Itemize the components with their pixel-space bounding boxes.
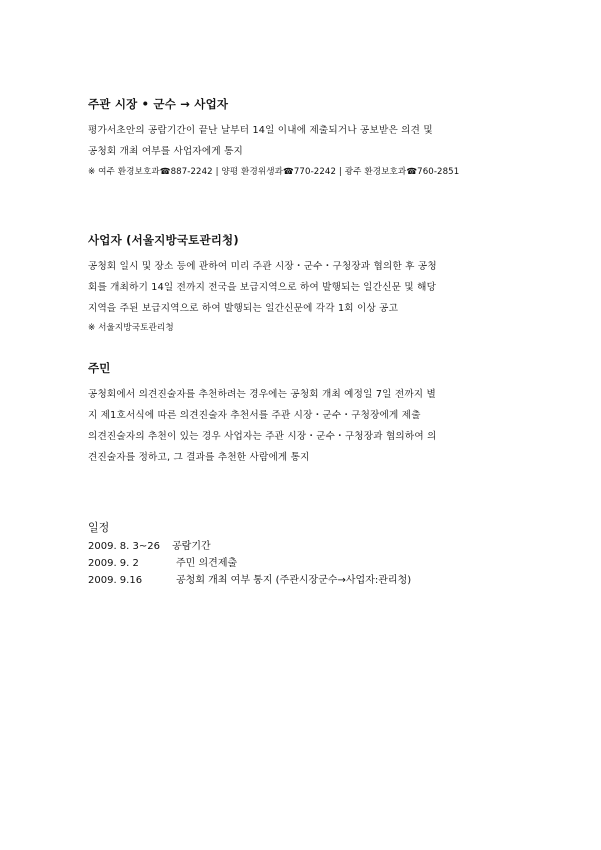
schedule-date: 2009. 9. 2	[88, 558, 139, 569]
schedule	[88, 520, 520, 589]
section-body	[88, 384, 520, 468]
schedule-row	[88, 572, 520, 589]
schedule-date: 2009. 8. 3~26	[88, 541, 160, 552]
body-line: 공청회 개최 여부를 사업자에게 통지	[88, 146, 244, 157]
section-developer	[88, 232, 520, 336]
body-line: 공청회에서 의견진술자를 추천하려는 경우에는 공청회 개최 예정일 7일 전까지 별	[88, 389, 436, 400]
section-title: 주민	[88, 361, 111, 375]
body-line: 지역을 주된 보급지역으로 하여 발행되는 일간신문에 각각 1회 이상 공고	[88, 303, 399, 314]
schedule-text: 공람기간	[172, 541, 211, 552]
schedule-row	[88, 538, 520, 555]
contact-note: ※ 서울지방국토관리청	[88, 323, 174, 333]
section-title: 사업자 (서울지방국토관리청)	[88, 233, 239, 247]
section-title: 주관 시장 • 군수 → 사업자	[88, 97, 229, 111]
section-city-to-developer	[88, 96, 520, 180]
section-body	[88, 256, 520, 319]
schedule-row	[88, 555, 520, 572]
body-line: 견진술자를 정하고, 그 결과를 추천한 사람에게 통지	[88, 452, 310, 463]
body-line: 회를 개최하기 14일 전까지 전국을 보급지역으로 하여 발행되는 일간신문 및 해당	[88, 282, 437, 293]
body-line: 지 제1호서식에 따른 의견진술자 추천서를 주관 시장・군수・구청장에게 제출	[88, 410, 421, 421]
body-line: 의견진술자의 추천이 있는 경우 사업자는 주관 시장・군수・구청장과 협의하여 의	[88, 431, 437, 442]
contact-note: ※ 여주 환경보호과☎887-2242 | 양평 환경위생과☎770-2242 | 광주 환경보호과☎760-2851	[88, 167, 460, 177]
body-line: 공청회 일시 및 장소 등에 관하여 미리 주관 시장・군수・구청장과 협의한 후 공청	[88, 261, 437, 272]
schedule-text: 주민 의견제출	[176, 558, 238, 569]
schedule-text: 공청회 개최 여부 통지 (주관시장군수→사업자:관리청)	[176, 575, 412, 586]
schedule-date: 2009. 9.16	[88, 575, 143, 586]
section-body	[88, 120, 520, 162]
body-line: 평가서초안의 공람기간이 끝난 날부터 14일 이내에 제출되거나 공보받은 의견 및	[88, 125, 433, 136]
section-residents	[88, 360, 520, 468]
schedule-title: 일정	[88, 521, 110, 534]
